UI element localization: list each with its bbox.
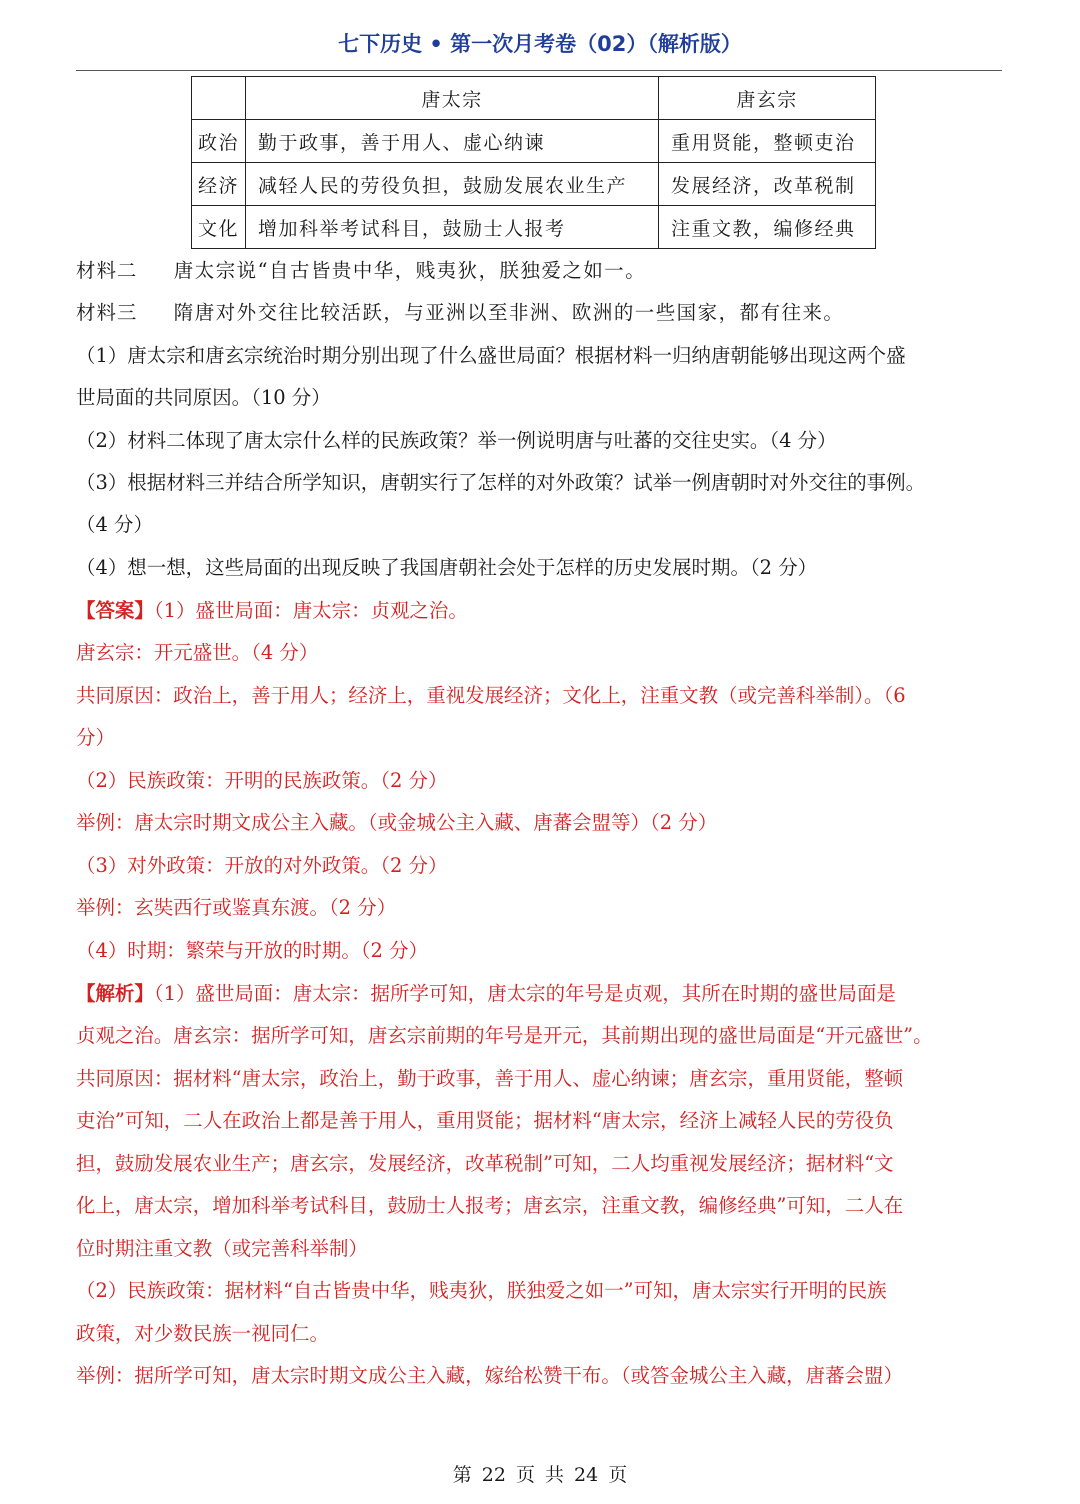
table-row — [192, 163, 876, 206]
material-label: 材料二 — [76, 259, 138, 282]
answer-line: 共同原因：政治上，善于用人；经济上，重视发展经济；文化上，注重文教（或完善科举制）。（6 — [76, 684, 906, 707]
analysis-line: 担，鼓励发展农业生产；唐玄宗，发展经济，改革税制”可知，二人均重视发展经济；据材料“文 — [76, 1152, 894, 1175]
analysis-tag: 【解析】 — [76, 982, 154, 1005]
answer-line: 唐玄宗：开元盛世。（4 分） — [76, 641, 319, 664]
analysis-line: 吏治”可知，二人在政治上都是善于用人，重用贤能；据材料“唐太宗，经济上减轻人民的劳役负 — [76, 1109, 894, 1132]
table-row-label: 经济 — [192, 163, 246, 206]
material-three — [76, 300, 1004, 326]
material-two — [76, 258, 1004, 284]
table-header-cell: 唐玄宗 — [659, 77, 876, 120]
question-line: （4）想一想，这些局面的出现反映了我国唐朝社会处于怎样的历史发展时期。（2 分） — [76, 556, 818, 579]
answer-line: 举例：玄奘西行或鉴真东渡。（2 分） — [76, 896, 397, 919]
analysis-first-line — [76, 981, 1004, 1007]
analysis-line: 政策，对少数民族一视同仁。 — [76, 1322, 329, 1345]
comparison-table — [191, 76, 876, 249]
analysis-line: 共同原因：据材料“唐太宗，政治上，勤于政事，善于用人、虚心纳谏；唐玄宗，重用贤能，整顿 — [76, 1067, 904, 1090]
answer-line: 分） — [76, 726, 115, 749]
table-cell: 增加科举考试科目，鼓励士人报考 — [246, 206, 659, 249]
analysis-line: 贞观之治。唐玄宗：据所学可知，唐玄宗前期的年号是开元，其前期出现的盛世局面是“开元盛世”。 — [76, 1024, 933, 1047]
material-text: 隋唐对外交往比较活跃，与亚洲以至非洲、欧洲的一些国家，都有往来。 — [173, 301, 845, 324]
table-cell: 发展经济，改革税制 — [659, 163, 876, 206]
answer-line: 举例：唐太宗时期文成公主入藏。（或金城公主入藏、唐蕃会盟等）（2 分） — [76, 811, 718, 834]
question-line: 世局面的共同原因。（10 分） — [76, 386, 331, 409]
header-rule — [76, 70, 1002, 71]
question-line: （3）根据材料三并结合所学知识，唐朝实行了怎样的对外政策？试举一例唐朝时对外交往的事例。 — [76, 471, 926, 494]
material-label: 材料三 — [76, 301, 138, 324]
table-header-cell: 唐太宗 — [246, 77, 659, 120]
question-line: （2）材料二体现了唐太宗什么样的民族政策？举一例说明唐与吐蕃的交往史实。（4 分） — [76, 429, 837, 452]
table-header-cell — [192, 77, 246, 120]
question-line: （4 分） — [76, 513, 153, 536]
analysis-line: （2）民族政策：据材料“自古皆贵中华，贱夷狄，朕独爱之如一”可知，唐太宗实行开明的民族 — [76, 1279, 887, 1302]
table-row — [192, 120, 876, 163]
analysis-line: 举例：据所学可知，唐太宗时期文成公主入藏，嫁给松赞干布。（或答金城公主入藏，唐蕃会盟） — [76, 1364, 903, 1387]
table-cell: 减轻人民的劳役负担，鼓励发展农业生产 — [246, 163, 659, 206]
table-row-label: 政治 — [192, 120, 246, 163]
answer-line: （4）时期：繁荣与开放的时期。（2 分） — [76, 939, 428, 962]
table-cell: 勤于政事，善于用人、虚心纳谏 — [246, 120, 659, 163]
answer-tag: 【答案】 — [76, 599, 154, 622]
page-header-title: 七下历史 • 第一次月考卷（02）（解析版） — [338, 32, 742, 56]
answer-text: （1）盛世局面：唐太宗：贞观之治。 — [153, 599, 468, 622]
material-text: 唐太宗说“自古皆贵中华，贱夷狄，朕独爱之如一。 — [173, 259, 647, 282]
analysis-line: 化上，唐太宗，增加科举考试科目，鼓励士人报考；唐玄宗，注重文教，编修经典”可知，二人在 — [76, 1194, 904, 1217]
question-line: （1）唐太宗和唐玄宗统治时期分别出现了什么盛世局面？根据材料一归纳唐朝能够出现这两个盛 — [76, 344, 906, 367]
analysis-line: 位时期注重文教（或完善科举制） — [76, 1237, 368, 1260]
table-header-row — [192, 77, 876, 120]
table-cell: 注重文教，编修经典 — [659, 206, 876, 249]
table-row-label: 文化 — [192, 206, 246, 249]
table-cell: 重用贤能，整顿吏治 — [659, 120, 876, 163]
table-row — [192, 206, 876, 249]
answer-first-line — [76, 598, 1004, 624]
page-number: 第 22 页 共 24 页 — [452, 1464, 628, 1486]
answer-line: （3）对外政策：开放的对外政策。（2 分） — [76, 854, 448, 877]
answer-line: （2）民族政策：开明的民族政策。（2 分） — [76, 769, 448, 792]
analysis-text: （1）盛世局面：唐太宗：据所学可知，唐太宗的年号是贞观，其所在时期的盛世局面是 — [153, 982, 896, 1005]
